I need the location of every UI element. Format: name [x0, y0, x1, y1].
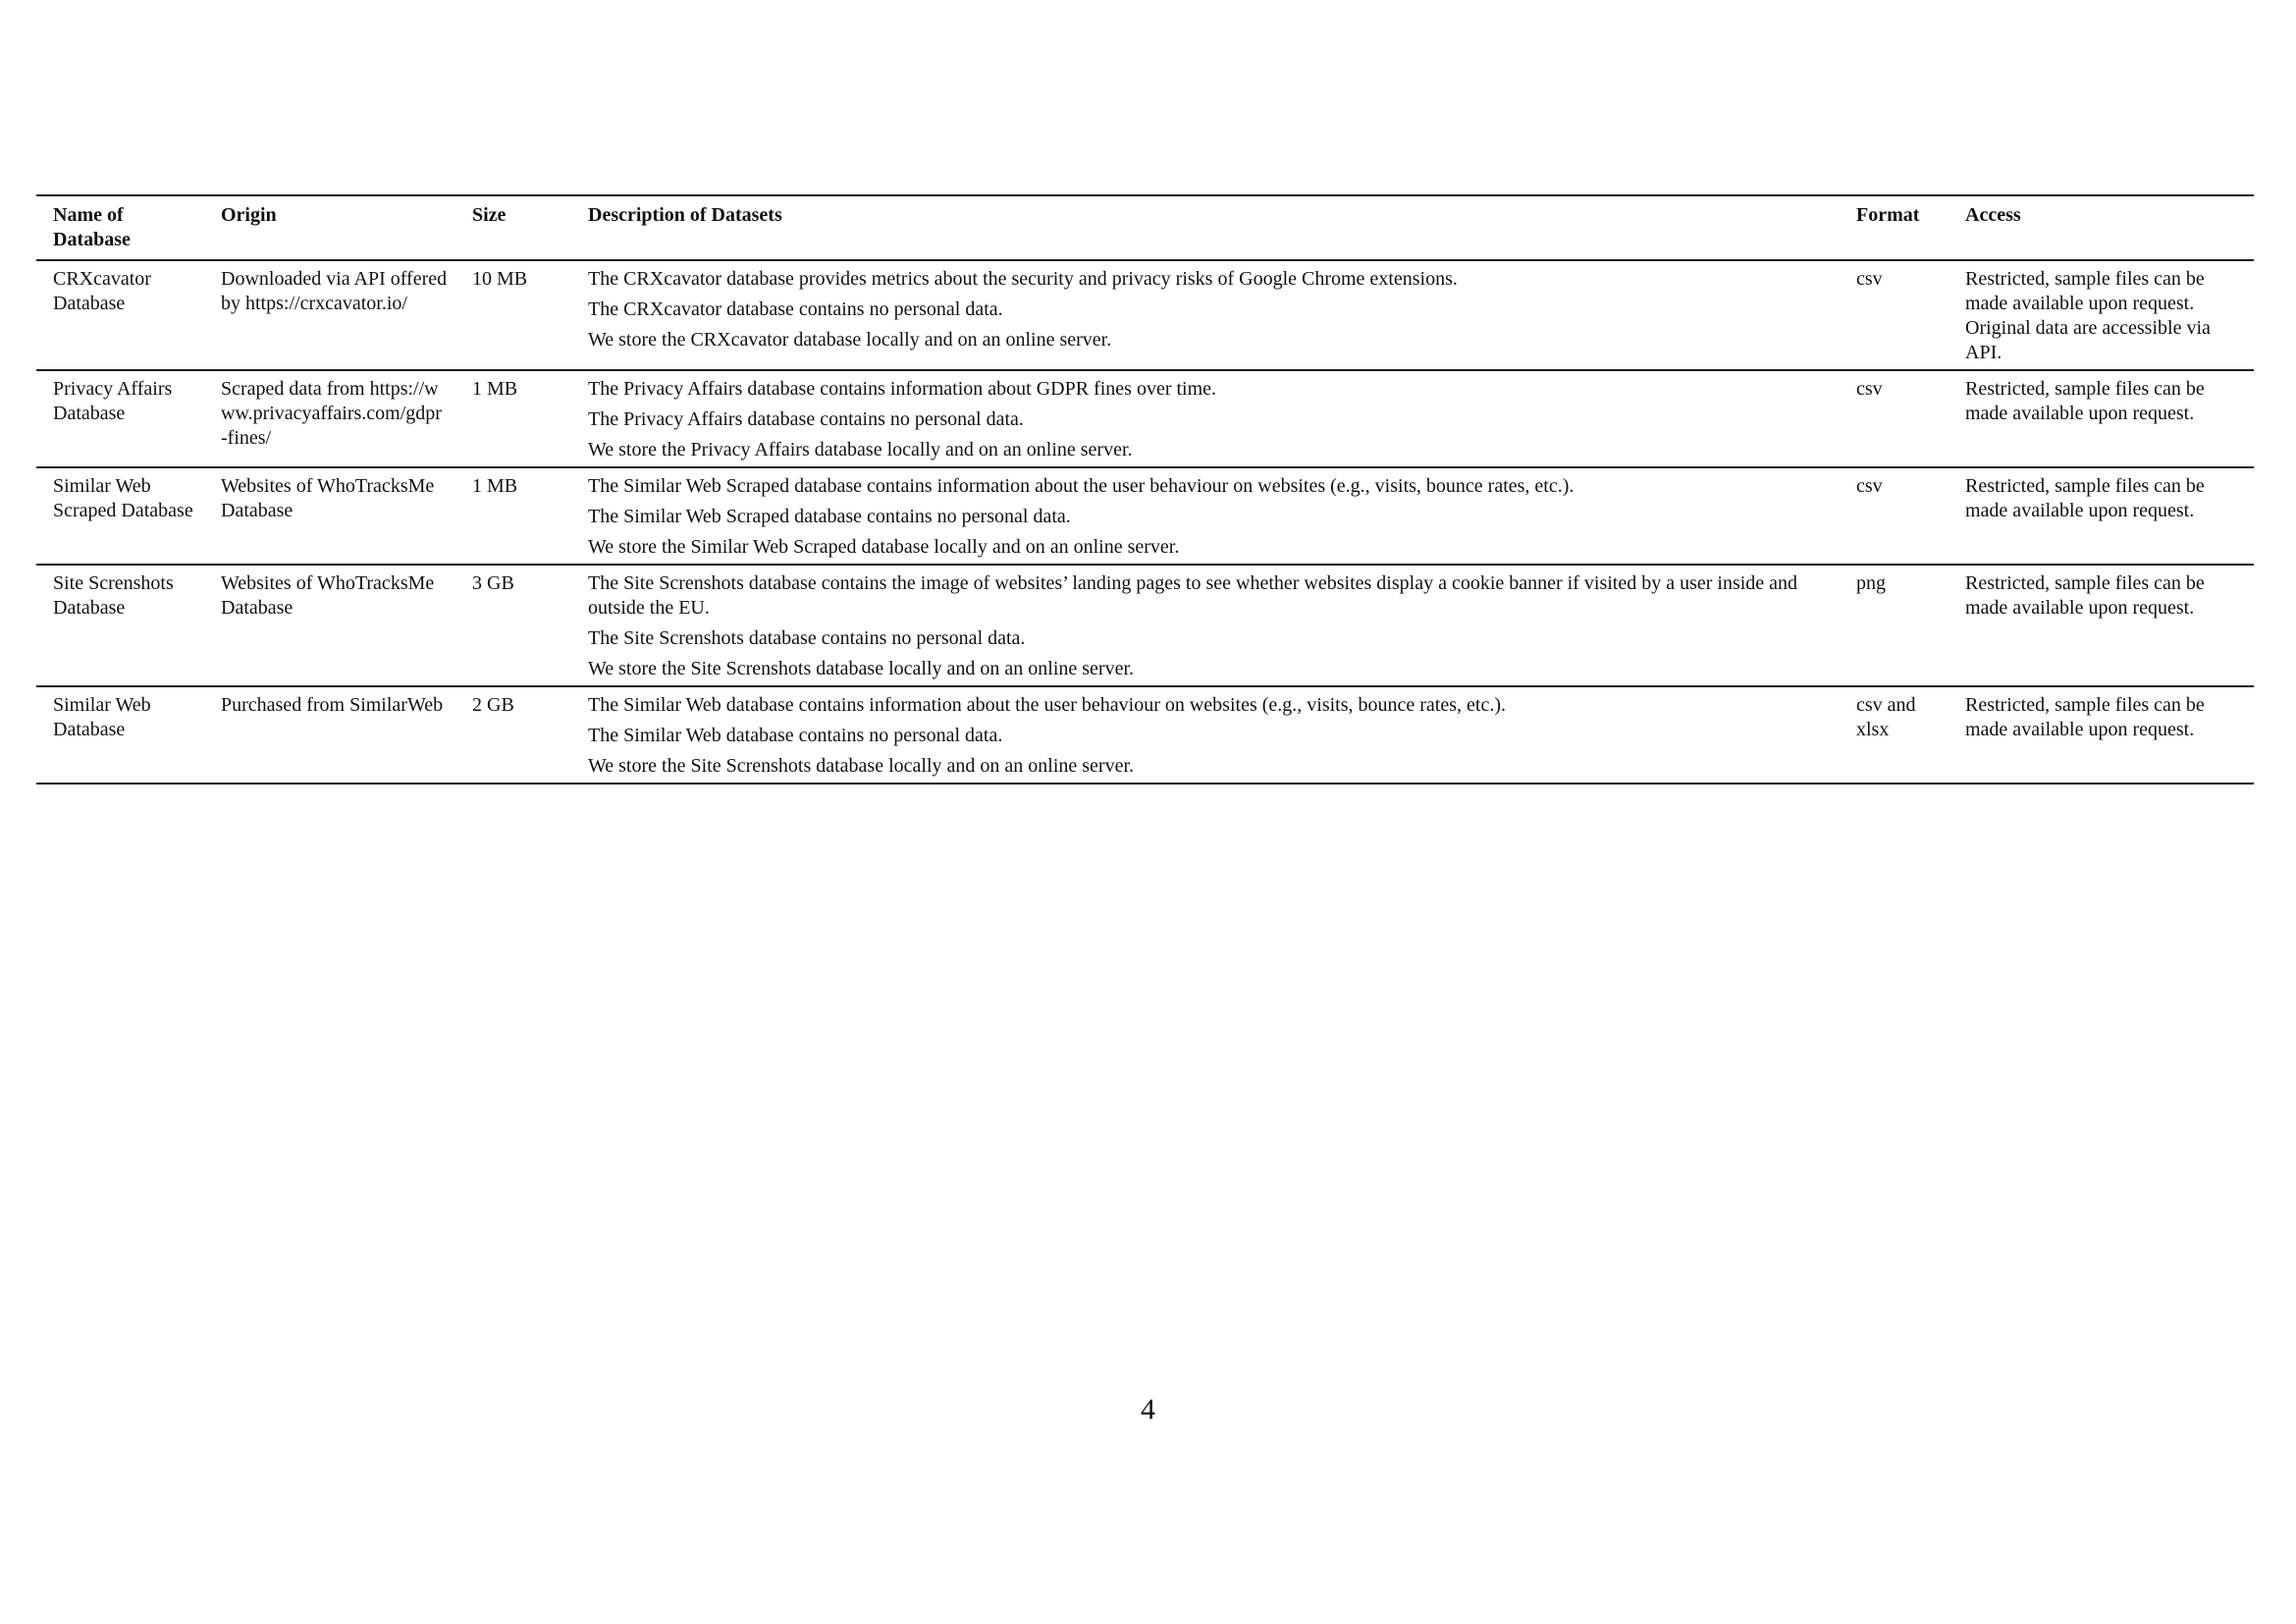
header-row [36, 195, 2254, 260]
cell-access: Restricted, sample files can be made available upon request. [1965, 378, 2205, 424]
description-line: The Privacy Affairs database contains information about GDPR fines over time. [588, 378, 1217, 400]
description-line: The CRXcavator database provides metrics about the security and privacy risks of Google Chrome extensions. [588, 268, 1458, 290]
description-line: The Similar Web database contains information about the user behaviour on websites (e.g., visits, bounce rates, etc.). [588, 694, 1506, 716]
cell-size: 10 MB [472, 268, 528, 290]
description-line: We store the Similar Web Scraped database locally and on an online server. [588, 536, 1180, 558]
description-line: The Site Screnshots database contains the image of websites’ landing pages to see whether websites display a cookie banner if visited by a user inside and outside the EU. [588, 572, 1798, 619]
table-header [36, 195, 2254, 260]
description-line: The Similar Web database contains no personal data. [588, 725, 1003, 746]
cell-description [571, 370, 1840, 467]
cell-size: 1 MB [472, 475, 518, 497]
table-row [36, 565, 2254, 686]
cell-access: Restricted, sample files can be made available upon request. [1965, 475, 2205, 521]
description-line: The Similar Web Scraped database contains information about the user behaviour on websites (e.g., visits, bounce rates, etc.). [588, 475, 1575, 497]
header-access: Access [1965, 204, 2021, 226]
cell-access: Restricted, sample files can be made available upon request. Original data are accessible via API. [1965, 268, 2211, 363]
cell-name: Similar Web Scraped Database [53, 475, 193, 521]
cell-format: csv [1856, 475, 1883, 497]
description-line: The Privacy Affairs database contains no personal data. [588, 408, 1024, 430]
table-body [36, 260, 2254, 784]
cell-format: png [1856, 572, 1886, 594]
cell-origin: Scraped data from https://www.privacyaffairs.com/gdpr-fines/ [221, 378, 442, 449]
cell-size: 3 GB [472, 572, 514, 594]
description-line: We store the Site Screnshots database locally and on an online server. [588, 755, 1135, 777]
cell-access: Restricted, sample files can be made available upon request. [1965, 694, 2205, 740]
cell-name: Site Screnshots Database [53, 572, 174, 619]
description-line: We store the CRXcavator database locally and on an online server. [588, 329, 1112, 351]
description-line: The Site Screnshots database contains no personal data. [588, 627, 1026, 649]
cell-origin: Websites of WhoTracksMe Database [221, 572, 435, 619]
description-line: The Similar Web Scraped database contains no personal data. [588, 506, 1071, 527]
page-number: 4 [1141, 1393, 1155, 1426]
cell-size: 1 MB [472, 378, 518, 400]
table-row [36, 370, 2254, 467]
cell-description [571, 260, 1840, 370]
description-line: We store the Privacy Affairs database locally and on an online server. [588, 439, 1133, 460]
header-format: Format [1856, 204, 1920, 226]
table-row [36, 467, 2254, 565]
table-row [36, 686, 2254, 784]
cell-access: Restricted, sample files can be made available upon request. [1965, 572, 2205, 619]
cell-format: csv [1856, 268, 1883, 290]
cell-description [571, 565, 1840, 686]
cell-name: Privacy Affairs Database [53, 378, 173, 424]
datasets-table [36, 194, 2254, 785]
cell-origin: Websites of WhoTracksMe Database [221, 475, 435, 521]
cell-format: csv [1856, 378, 1883, 400]
header-origin: Origin [221, 204, 277, 226]
header-name: Name of Database [53, 204, 131, 250]
cell-name: Similar Web Database [53, 694, 151, 740]
header-size: Size [472, 204, 507, 226]
description-line: We store the Site Screnshots database locally and on an online server. [588, 658, 1135, 679]
cell-name: CRXcavator Database [53, 268, 151, 314]
table-row [36, 260, 2254, 370]
cell-description [571, 686, 1840, 784]
description-line: The CRXcavator database contains no personal data. [588, 298, 1003, 320]
cell-format: csv and xlsx [1856, 694, 1916, 740]
cell-origin: Downloaded via API offered by https://crxcavator.io/ [221, 268, 448, 314]
header-description: Description of Datasets [588, 204, 782, 226]
cell-description [571, 467, 1840, 565]
cell-size: 2 GB [472, 694, 514, 716]
cell-origin: Purchased from SimilarWeb [221, 694, 444, 716]
datasets-table-container [36, 194, 2254, 785]
